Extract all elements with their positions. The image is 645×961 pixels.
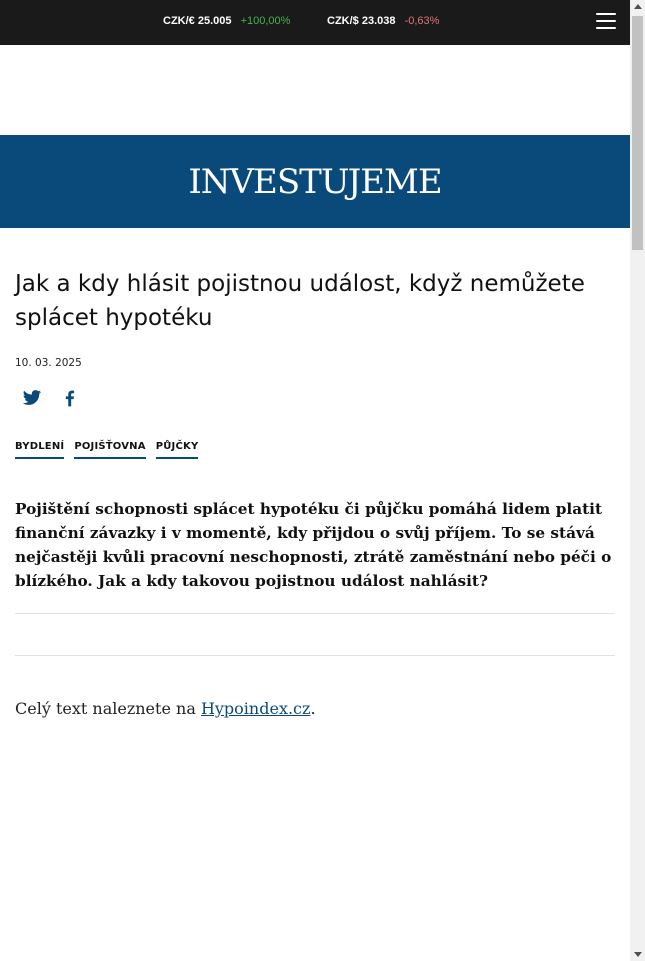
ticker-item-usd <box>327 15 439 27</box>
ticker-eur-change: +100,00% <box>240 15 291 27</box>
ticker-eur-value: 25.005 <box>197 15 232 27</box>
article-title: Jak a kdy hlásit pojistnou událost, když nemůžete splácet hypotéku <box>15 271 585 331</box>
scrollbar-thumb[interactable] <box>632 16 643 250</box>
ticker-usd-change: -0,63% <box>404 15 440 27</box>
tag-pojistovna[interactable]: POJIŠŤOVNA <box>74 441 145 459</box>
source-paragraph <box>15 699 615 718</box>
article-date: 10. 03. 2025 <box>15 357 82 369</box>
share-bar <box>15 386 615 410</box>
source-prefix: Celý text naleznete na <box>15 699 201 718</box>
divider <box>15 613 615 614</box>
currency-ticker <box>0 0 630 45</box>
scroll-up-arrow-icon[interactable] <box>634 4 642 9</box>
site-logo[interactable]: INVESTUJEME <box>188 162 442 202</box>
ticker-item-eur <box>163 15 290 27</box>
masthead <box>0 135 630 228</box>
ticker-eur-label: CZK/€ <box>163 15 195 27</box>
ticker-usd-label: CZK/$ <box>327 15 359 27</box>
ticker-usd-value: 23.038 <box>361 15 396 27</box>
ad-space <box>0 45 630 135</box>
article <box>0 267 630 718</box>
tag-list <box>15 441 615 459</box>
divider <box>15 655 615 656</box>
tag-pujcky[interactable]: PŮJČKY <box>156 441 199 459</box>
hamburger-menu-icon[interactable] <box>596 13 616 31</box>
tag-bydleni[interactable]: BYDLENÍ <box>15 441 64 459</box>
article-perex: Pojištění schopnosti splácet hypotéku či půjčku pomáhá lidem platit finanční závazky i v momentě, kdy přijdou o svůj příjem. To se stává nejčastěji kvůli pracovní neschopnosti, ztrátě zaměstnání nebo péči o blízkého. Jak a kdy takovou pojistnou událost nahlásit? <box>15 500 612 590</box>
facebook-icon[interactable] <box>60 388 80 408</box>
twitter-icon[interactable] <box>22 388 42 408</box>
scrollbar[interactable] <box>630 0 645 961</box>
source-link[interactable]: Hypoindex.cz <box>200 699 311 718</box>
scroll-down-arrow-icon[interactable] <box>634 952 642 957</box>
source-suffix: . <box>310 699 316 718</box>
